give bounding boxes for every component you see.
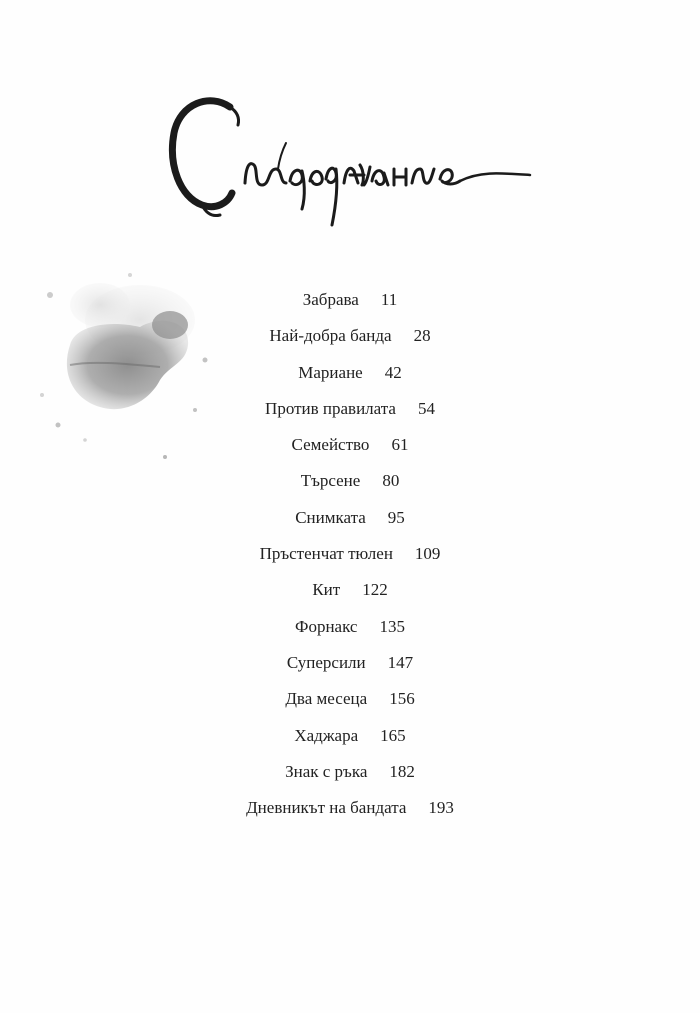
toc-entry-title: Семейство <box>291 435 370 455</box>
toc-entry-title: Против правилата <box>265 398 396 418</box>
toc-entry-title: Търсене <box>300 471 361 491</box>
toc-entry-title: Два месеца <box>285 689 368 709</box>
toc-entry <box>150 580 550 616</box>
toc-entry-title: Знак с ръка <box>285 761 368 781</box>
toc-entry <box>150 471 550 507</box>
toc-entry <box>150 689 550 725</box>
toc-entry-page: 61 <box>391 435 409 455</box>
toc-entry-title: Забрава <box>302 290 359 309</box>
toc-entry <box>150 290 550 326</box>
toc-entry <box>150 617 550 653</box>
toc-entry <box>150 544 550 580</box>
toc-entry-page: 165 <box>380 725 406 745</box>
toc-entry-page: 122 <box>362 580 388 600</box>
toc-entry <box>150 653 550 689</box>
toc-entry-title: Хаджара <box>294 725 359 745</box>
toc-entry-page: 147 <box>387 652 414 672</box>
toc-entry-page: 80 <box>382 471 400 491</box>
toc-entry <box>150 363 550 399</box>
toc-entry <box>150 508 550 544</box>
toc-entry-title: Мариане <box>298 362 363 382</box>
toc-entry-page: 54 <box>417 398 435 418</box>
toc-entry-page: 11 <box>380 290 398 309</box>
toc-entry-title: Суперсили <box>286 652 366 672</box>
toc-entry-page: 135 <box>379 616 405 636</box>
toc-entry-page: 193 <box>428 798 454 818</box>
toc-entry <box>150 798 550 834</box>
toc-entry-title: Пръстенчат тюлен <box>259 544 393 564</box>
toc-entry <box>150 435 550 471</box>
toc-entry-page: 156 <box>389 689 415 709</box>
toc-entry-page: 182 <box>389 761 415 781</box>
toc-entry-title: Форнакс <box>295 616 358 636</box>
toc-entry-page: 28 <box>413 326 431 346</box>
toc-entry <box>150 399 550 435</box>
toc-entry-page: 95 <box>387 507 405 527</box>
toc-entry <box>150 762 550 798</box>
toc-entry-page: 109 <box>414 544 441 564</box>
toc-entry <box>150 726 550 762</box>
toc-entry-title: Дневникът на бандата <box>246 798 407 818</box>
toc-entry-title: Снимката <box>295 507 366 527</box>
toc-entry-title: Най-добра банда <box>269 326 392 346</box>
toc-entry <box>150 326 550 362</box>
toc-entry-page: 42 <box>384 362 402 382</box>
table-of-contents <box>150 290 550 834</box>
toc-entry-title: Кит <box>312 580 341 600</box>
